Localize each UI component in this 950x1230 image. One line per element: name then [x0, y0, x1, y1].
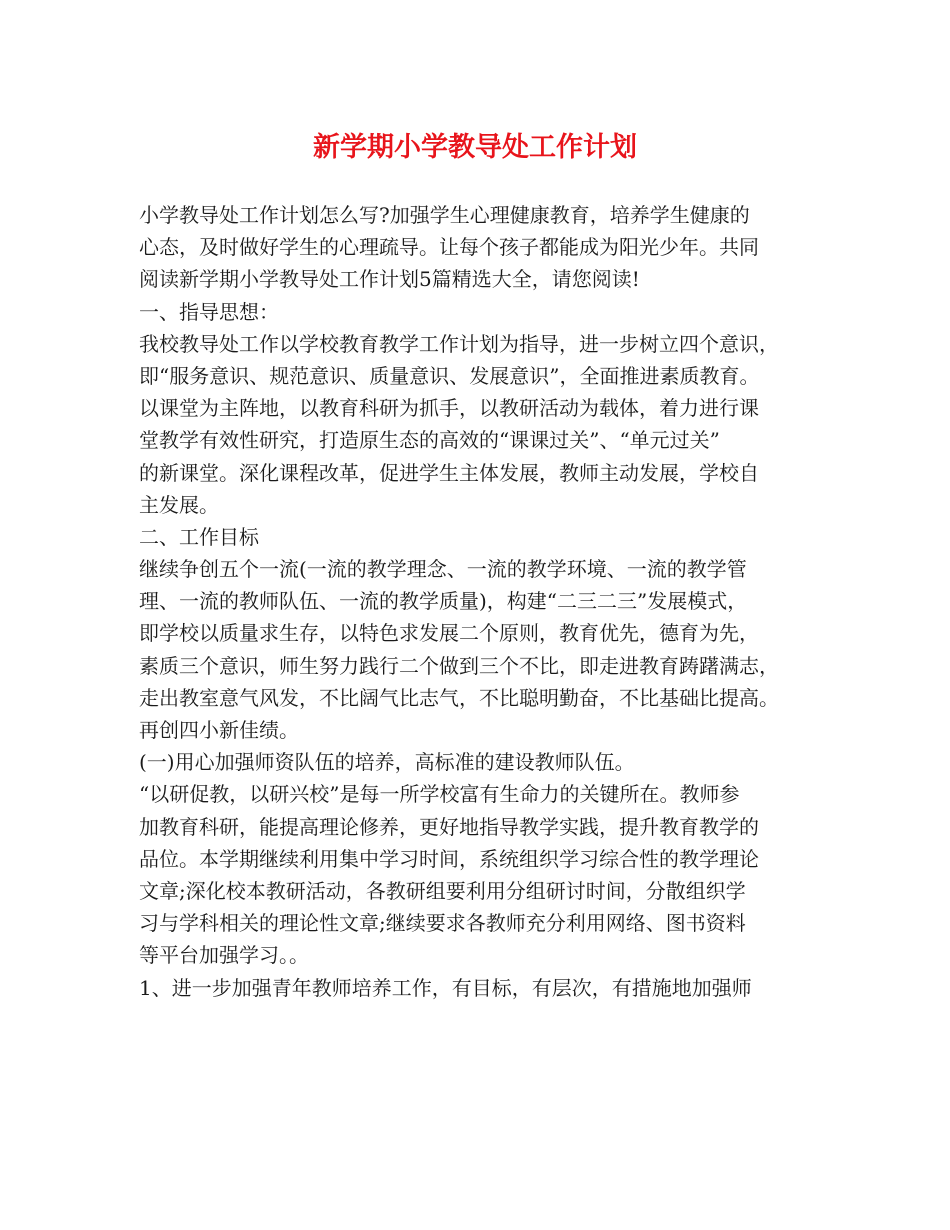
document-title: 新学期小学教导处工作计划 — [313, 132, 637, 163]
text-line: 心态，及时做好学生的心理疏导。让每个孩子都能成为阳光少年。共同 — [139, 235, 759, 260]
text-line: 一、指导思想： — [139, 299, 279, 324]
text-line: 习与学科相关的理论性文章;继续要求各教师充分利用网络、图书资料 — [139, 911, 746, 936]
text-line: 的新课堂。深化课程改革，促进学生主体发展，教师主动发展，学校自 — [139, 460, 759, 485]
text-line: 二、工作目标 — [139, 524, 259, 549]
text-line: 品位。本学期继续利用集中学习时间，系统组织学习综合性的教学理论 — [139, 846, 759, 871]
text-line: 我校教导处工作以学校教育教学工作计划为指导，进一步树立四个意识， — [139, 331, 779, 356]
text-line: 堂教学有效性研究，打造原生态的高效的“课课过关”、“单元过关” — [139, 428, 720, 453]
text-line: 1、进一步加强青年教师培养工作，有目标，有层次，有措施地加强师 — [139, 975, 752, 1000]
text-line: 继续争创五个一流(一流的教学理念、一流的教学环境、一流的教学管 — [139, 557, 747, 582]
text-line: 即学校以质量求生存，以特色求发展二个原则，教育优先，德育为先， — [139, 621, 759, 646]
text-line: 再创四小新佳绩。 — [139, 718, 299, 742]
text-line: 走出教室意气风发，不比阔气比志气，不比聪明勤奋，不比基础比提高。 — [139, 685, 779, 710]
text-line: 阅读新学期小学教导处工作计划5篇精选大全，请您阅读! — [139, 267, 640, 292]
text-line: 理、一流的教师队伍、一流的教学质量)，构建“二三二三”发展模式， — [139, 589, 748, 614]
text-line: 主发展。 — [139, 492, 219, 517]
text-line: (一)用心加强师资队伍的培养，高标准的建设教师队伍。 — [139, 750, 635, 775]
text-line: 素质三个意识，师生努力践行二个做到三个不比，即走进教育踌躇满志， — [139, 653, 779, 678]
text-line: 以课堂为主阵地，以教育科研为抓手，以教研活动为载体，着力进行课 — [139, 396, 759, 421]
text-line: 文章;深化校本教研活动，各教研组要利用分组研讨时间，分散组织学 — [139, 878, 746, 903]
text-line: 加教育科研，能提高理论修养，更好地指导教学实践，提升教育教学的 — [139, 814, 759, 839]
text-line: 等平台加强学习。。 — [139, 943, 309, 968]
text-line: 小学教导处工作计划怎么写?加强学生心理健康教育，培养学生健康的 — [139, 203, 750, 227]
text-line: 即“服务意识、规范意识、质量意识、发展意识”，全面推进素质教育。 — [139, 363, 760, 388]
text-line: “以研促教，以研兴校”是每一所学校富有生命力的关键所在。教师参 — [139, 782, 740, 807]
document-body — [139, 199, 839, 1004]
